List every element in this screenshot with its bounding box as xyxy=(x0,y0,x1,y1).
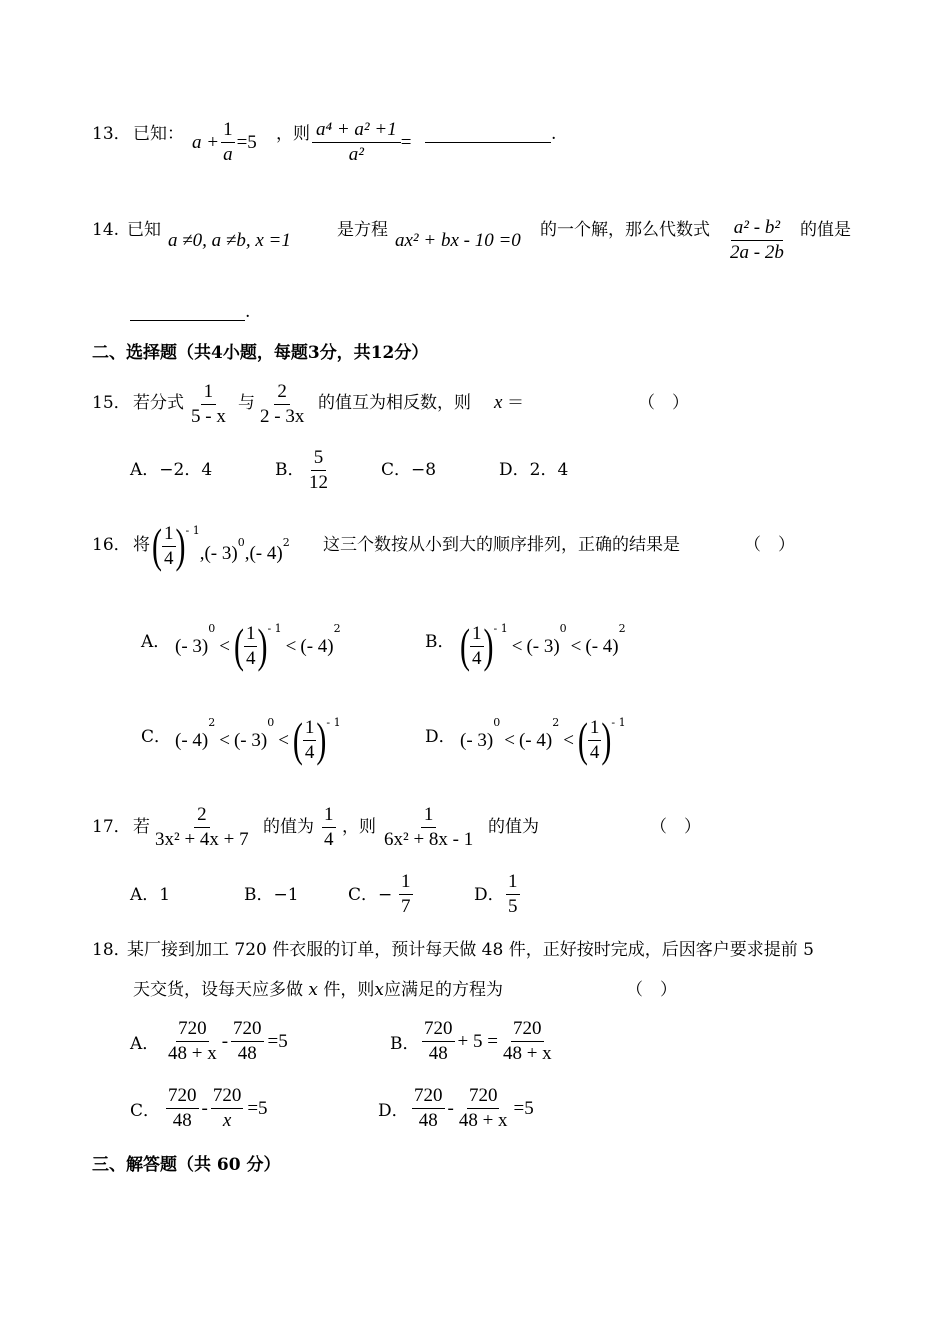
q16-numbers xyxy=(152,519,290,573)
q16-comma1: , xyxy=(199,542,205,564)
q17-frac-c-den: 6x² + 8x - 1 xyxy=(384,829,474,850)
q16b-lt1: < xyxy=(511,635,523,657)
q17-frac-b-num: 1 xyxy=(322,803,336,828)
q17-option-b[interactable]: B．−1 xyxy=(244,885,299,905)
q18a-frac2-den: 48 xyxy=(237,1043,257,1064)
q14-number: 14. xyxy=(92,220,120,240)
q16a-lparen: ( xyxy=(233,619,244,673)
q17-option-c-num: 1 xyxy=(399,870,413,895)
q17-option-d-frac xyxy=(506,870,520,919)
q18c-frac2 xyxy=(211,1084,244,1133)
q17-option-d-frac-inner xyxy=(506,870,520,919)
q17-label2: 的值为 xyxy=(263,817,314,837)
q16b-frac xyxy=(470,622,484,671)
q16-label1: 将 xyxy=(133,535,150,555)
q14-end: . xyxy=(245,302,251,322)
q14-frac-den: 2a - 2b xyxy=(730,242,784,263)
q15-option-b-frac xyxy=(307,446,330,495)
q18-line2-c: 应满足的方程为 xyxy=(384,980,503,1000)
q18a-frac2-num: 720 xyxy=(231,1017,264,1042)
q18b-frac1 xyxy=(422,1017,455,1066)
section2-title xyxy=(92,343,428,363)
q18-option-a-label[interactable]: A． xyxy=(130,1034,160,1054)
q16c-frac-num: 1 xyxy=(303,716,317,741)
q16d-rparen: ) xyxy=(601,713,612,767)
q16b-frac-num: 1 xyxy=(470,622,484,647)
q18a-frac1 xyxy=(166,1017,219,1066)
q16c-exp2: 2 xyxy=(208,716,216,729)
q16-option-a-expr xyxy=(175,619,341,673)
q16-option-c-label[interactable]: C． xyxy=(141,727,172,747)
q13-number: 13． xyxy=(92,124,131,144)
q18c-frac2-num: 720 xyxy=(211,1084,244,1109)
q13-a-plus: a + xyxy=(192,131,220,153)
q16-option-a-label[interactable]: A． xyxy=(141,632,171,652)
q16-option-b-expr xyxy=(460,619,626,673)
q16a-exp2: 2 xyxy=(333,622,341,635)
q16a-frac-den: 4 xyxy=(245,648,256,669)
q16a-lt1: < xyxy=(219,635,230,657)
q17-frac-a-num: 2 xyxy=(194,803,210,828)
q13-eq5: =5 xyxy=(236,131,257,153)
q18d-frac2-den: 48 + x xyxy=(458,1110,508,1131)
q13-expr xyxy=(312,118,411,167)
q17-label1: 若 xyxy=(133,817,150,837)
q14-label1: 已知 xyxy=(127,220,161,240)
q16c-neg3: (- 3) xyxy=(233,729,268,751)
q18-option-c-expr xyxy=(166,1084,268,1133)
q16-neg4: (- 4) xyxy=(249,542,283,564)
q15-eq: ＝ xyxy=(507,393,524,413)
q16a-frac-num: 1 xyxy=(244,622,258,647)
q18-option-a-expr xyxy=(166,1017,288,1066)
q17-frac-a-den: 3x² + 4x + 7 xyxy=(155,829,249,850)
q16-option-d-expr xyxy=(460,713,626,767)
q17-option-c-den: 7 xyxy=(401,896,411,917)
q16a-exp0: 0 xyxy=(208,622,216,635)
q16b-neg4: (- 4) xyxy=(585,635,619,657)
q16-option-d-label[interactable]: D． xyxy=(425,727,456,747)
q16c-expm1: - 1 xyxy=(326,716,341,729)
q17-frac-b-inner xyxy=(322,803,336,852)
q16-exp-m1: - 1 xyxy=(185,524,200,537)
q16b-rparen: ) xyxy=(483,619,494,673)
q16-option-c-expr xyxy=(175,713,341,767)
q14-conditions: a ≠0, a ≠b, x =1 xyxy=(168,230,291,251)
q16b-expm1: - 1 xyxy=(493,622,508,635)
q15-label2: 与 xyxy=(238,393,255,413)
q14-answer-blank[interactable] xyxy=(130,300,245,321)
q13-label: 已知： xyxy=(133,124,184,144)
q15-frac-b xyxy=(258,380,306,429)
q18c-frac1-num: 720 xyxy=(166,1084,199,1109)
q18b-plus5: + 5 = xyxy=(457,1030,498,1052)
q17-frac-b-den: 4 xyxy=(324,829,334,850)
q17-paren[interactable]: （ ） xyxy=(650,817,701,837)
q18c-frac1 xyxy=(166,1084,199,1133)
q14-equation: ax² + bx - 10 =0 xyxy=(395,230,521,251)
q18-var1: x xyxy=(308,980,318,1000)
q16-frac-den: 4 xyxy=(164,548,174,569)
q17-option-d-num: 1 xyxy=(506,870,520,895)
q18a-frac1-den: 48 + x xyxy=(168,1043,217,1064)
q13-end: . xyxy=(551,124,557,144)
q18a-minus: - xyxy=(221,1030,229,1052)
q17-frac-c-num: 1 xyxy=(421,803,437,828)
q18-option-d-expr xyxy=(412,1084,534,1133)
q16d-frac-den: 4 xyxy=(589,742,600,763)
q16b-frac-den: 4 xyxy=(472,648,482,669)
q17-frac-b xyxy=(322,803,336,852)
q18d-eq5: =5 xyxy=(513,1097,534,1119)
q18b-frac2-num: 720 xyxy=(511,1017,544,1042)
q15-label3: 的值互为相反数，则 xyxy=(318,393,471,413)
q15-frac-a-den: 5 - x xyxy=(191,406,226,427)
q16-frac xyxy=(162,522,176,571)
q17-frac-a xyxy=(153,803,251,852)
q15-frac-a xyxy=(189,380,228,429)
q16d-neg4: (- 4) xyxy=(518,729,553,751)
q18b-frac1-den: 48 xyxy=(428,1043,448,1064)
q15-paren[interactable]: （ ） xyxy=(638,393,689,413)
q13-expr-num: a⁴ + a² +1 xyxy=(312,118,401,143)
q18c-eq5: =5 xyxy=(247,1097,268,1119)
q15-option-c[interactable]: C．−8 xyxy=(381,460,437,480)
q18a-frac2 xyxy=(231,1017,264,1066)
q18d-frac2-num: 720 xyxy=(467,1084,500,1109)
q14-label4: 的值是 xyxy=(800,220,851,240)
q16c-lparen: ( xyxy=(292,713,303,767)
q16-neg3: (- 3) xyxy=(204,542,238,564)
q16c-frac-den: 4 xyxy=(304,742,315,763)
q18d-frac1-num: 720 xyxy=(412,1084,445,1109)
q17-frac-c xyxy=(382,803,475,852)
q16a-rparen: ) xyxy=(257,619,268,673)
q16b-lt2: < xyxy=(570,635,582,657)
q15-option-d[interactable]: D．2．4 xyxy=(499,460,569,480)
q15-frac-b-den: 2 - 3x xyxy=(260,406,305,427)
section2-title-b: 小题，每题 xyxy=(222,343,308,363)
q16a-expm1: - 1 xyxy=(267,622,282,635)
q16d-frac-num: 1 xyxy=(588,716,602,741)
q18d-frac1 xyxy=(412,1084,445,1133)
q17-option-c-frac-inner xyxy=(399,870,413,919)
section3-title: 三、解答题（共 60 分） xyxy=(92,1155,281,1175)
q16d-exp0: 0 xyxy=(493,716,501,729)
q16d-frac xyxy=(588,716,602,765)
q15-number: 15． xyxy=(92,393,131,413)
q13-then: ，则 xyxy=(276,124,310,144)
q16-label2: 这三个数按从小到大的顺序排列，正确的结果是 xyxy=(323,535,680,555)
q17-frac-c-inner xyxy=(382,803,475,852)
q15-frac-b-num: 2 xyxy=(274,380,290,405)
q18a-frac1-num: 720 xyxy=(176,1017,209,1042)
q16d-expm1: - 1 xyxy=(611,716,626,729)
q18-option-d-label[interactable]: D． xyxy=(378,1101,409,1121)
q17-label4: 的值为 xyxy=(488,817,539,837)
q18d-frac1-den: 48 xyxy=(418,1110,438,1131)
q16b-exp2: 2 xyxy=(618,622,626,635)
q18b-frac2-den: 48 + x xyxy=(502,1043,552,1064)
q15-option-b-num: 5 xyxy=(311,446,327,471)
q16d-lparen: ( xyxy=(577,713,588,767)
q18b-frac1-num: 720 xyxy=(422,1017,455,1042)
q16-exp0: 0 xyxy=(237,536,245,549)
q16b-lparen: ( xyxy=(460,619,470,673)
q13-expr-frac xyxy=(312,118,401,167)
q18-line2-b: 件，则 xyxy=(323,980,375,1000)
q16-exp2: 2 xyxy=(282,536,290,549)
q16c-frac xyxy=(303,716,317,765)
q13-frac-num: 1 xyxy=(221,118,235,143)
q16d-lt2: < xyxy=(563,729,574,751)
q18-paren[interactable]: （ ） xyxy=(626,980,677,1000)
q18c-frac1-den: 48 xyxy=(172,1110,192,1131)
q18-line2 xyxy=(133,980,503,1000)
q16d-lt1: < xyxy=(504,729,515,751)
q18b-frac2 xyxy=(501,1017,554,1066)
q13-answer-blank[interactable] xyxy=(425,122,551,143)
q16c-neg4: (- 4) xyxy=(175,729,209,751)
q16c-rparen: ) xyxy=(316,713,327,767)
q16b-exp0: 0 xyxy=(559,622,567,635)
q18-option-b-label[interactable]: B． xyxy=(390,1034,420,1054)
q16-option-b-label[interactable]: B． xyxy=(425,632,455,652)
q15-frac-b-inner xyxy=(258,380,306,429)
section2-n1: 4 xyxy=(211,343,223,363)
q16c-exp0: 0 xyxy=(267,716,275,729)
q16-frac-num: 1 xyxy=(162,522,176,547)
q13-frac xyxy=(221,118,235,167)
q15-option-b[interactable]: B． xyxy=(275,460,305,480)
q18c-minus: - xyxy=(201,1097,208,1119)
q16-comma2: , xyxy=(244,542,250,564)
q17-option-d-den: 5 xyxy=(508,896,518,917)
q18-number: 18． xyxy=(92,940,131,960)
q15-var: x xyxy=(494,392,503,413)
q18-line2-a: 天交货，设每天应多做 xyxy=(133,980,303,1000)
q17-label3: ，则 xyxy=(342,817,376,837)
q17-number: 17． xyxy=(92,817,131,837)
q16d-neg3: (- 3) xyxy=(460,729,494,751)
q18-var2: x xyxy=(374,980,384,1000)
q13-eqsign: = xyxy=(400,131,412,153)
q15-frac-a-inner xyxy=(189,380,228,429)
section2-n3: 12 xyxy=(370,343,395,363)
q16c-lt1: < xyxy=(219,729,230,751)
q13-formula xyxy=(192,118,257,167)
q15-option-a[interactable]: A．−2．4 xyxy=(130,460,213,480)
q15-option-b-frac-inner xyxy=(307,446,330,495)
q14-label3: 的一个解，那么代数式 xyxy=(540,220,710,240)
q14-label2: 是方程 xyxy=(337,220,388,240)
q15-label1: 若分式 xyxy=(133,393,184,413)
q18-line1: 某厂接到加工 720 件衣服的订单，预计每天做 48 件，正好按时完成，后因客户要求提前 5 xyxy=(127,940,814,960)
q17-frac-a-inner xyxy=(153,803,251,852)
q17-option-a[interactable]: A．1 xyxy=(130,885,171,905)
q15-option-b-den: 12 xyxy=(309,472,328,493)
q16d-exp2: 2 xyxy=(552,716,560,729)
q18-option-c-label[interactable]: C． xyxy=(130,1101,161,1121)
q17-option-d[interactable]: D． xyxy=(474,885,505,905)
q16a-frac xyxy=(244,622,258,671)
q16-rparen: ) xyxy=(175,519,186,573)
q18d-minus: - xyxy=(447,1097,454,1119)
q14-frac xyxy=(728,216,786,265)
q16a-lt2: < xyxy=(285,635,297,657)
q18c-frac2-den: x xyxy=(222,1110,232,1131)
q14-frac-num: a² - b² xyxy=(731,216,783,241)
q15-frac-a-num: 1 xyxy=(201,380,217,405)
q13-frac-den: a xyxy=(223,144,233,165)
section2-n2: 3 xyxy=(307,343,320,363)
q16a-neg4: (- 4) xyxy=(300,635,334,657)
section2-title-c: 分，共 xyxy=(319,343,371,363)
q18a-eq5: =5 xyxy=(267,1030,288,1052)
q16c-lt2: < xyxy=(278,729,289,751)
q17-option-c[interactable]: C．− xyxy=(348,885,393,905)
q16a-neg3: (- 3) xyxy=(175,635,209,657)
q13-expr-den: a² xyxy=(348,144,364,165)
q16-paren[interactable]: （ ） xyxy=(744,535,795,555)
q18d-frac2 xyxy=(457,1084,510,1133)
q14-expr xyxy=(728,216,786,265)
q16-lparen: ( xyxy=(152,519,162,573)
q18-option-b-expr xyxy=(422,1017,554,1066)
section2-title-d: 分） xyxy=(394,343,429,363)
section2-title-a: 二、选择题（共 xyxy=(92,343,211,363)
q17-option-c-frac xyxy=(399,870,413,919)
q16-number: 16． xyxy=(92,535,131,555)
q16b-neg3: (- 3) xyxy=(526,635,560,657)
